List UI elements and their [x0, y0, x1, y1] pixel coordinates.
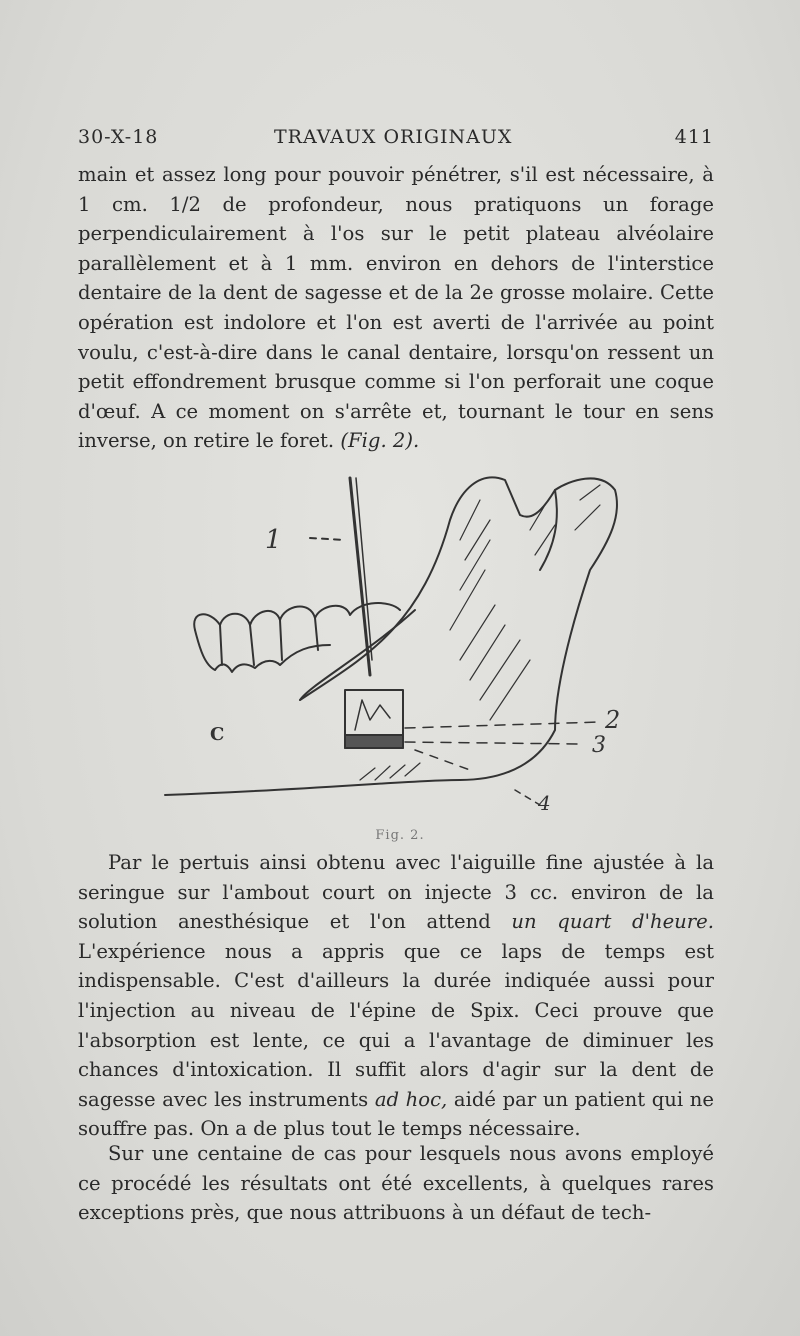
paragraph-3 — [78, 1139, 714, 1228]
paragraph-3-text: Sur une centaine de cas pour lesquels nous avons employé ce procédé les résultats ont été excellents, à quelques rares exceptions près, que nous attribuons à un défaut de tech- — [78, 1142, 714, 1225]
figure-label-c: C — [210, 724, 225, 745]
paragraph-2-italic-2: ad hoc, — [374, 1087, 448, 1111]
paragraph-2-part-3: aidé par un patient qui ne souffre pas. On a de plus tout le temps nécessaire. — [78, 1087, 715, 1141]
figure-reference: (Fig. 2). — [340, 429, 420, 453]
paragraph-2-part-1: Par le pertuis ainsi obtenu avec l'aiguille fine ajustée à la seringue sur l'ambout court on injecte 3 cc. environ de la solution anesthésique et l'on attend — [78, 851, 714, 934]
header-date: 30-X-18 — [78, 126, 159, 148]
header-section: TRAVAUX ORIGINAUX — [274, 126, 513, 148]
jaw-illustration — [160, 460, 680, 830]
paragraph-2-part-2: L'expérience nous a appris que ce laps de temps est indispensable. C'est d'ailleurs la durée indiquée aussi pour l'injection au niveau de l'épine de Spix. Ceci prouve que l'absorption est lente, ce qui a l'avantage de diminuer les chances d'intoxication. Il suffit alors d'agir sur la dent de sagesse avec les instruments — [78, 939, 714, 1111]
figure-label-1: 1 — [265, 525, 282, 555]
paragraph-2 — [78, 848, 714, 1144]
paragraph-1-text: main et assez long pour pouvoir pénétrer, s'il est nécessaire, à 1 cm. 1/2 de profondeur, nous pratiquons un forage perpendiculairement à l'os sur le petit plateau alvéolaire parallèlement et à 1 mm. environ en dehors de l'interstice dentaire de la dent de sagesse et de la 2e grosse molaire. Cette opération est indolore et l'on est averti de l'arrivée au point voulu, c'est-à-dire dans le canal dentaire, lorsqu'on ressent un petit effondrement brusque comme si l'on perforait une coque d'œuf. A ce moment on s'arrête et, tournant le tour en sens inverse, on retire le foret. — [78, 163, 714, 453]
page-number: 411 — [674, 126, 714, 148]
paragraph-2-italic-1: un quart d'heure. — [511, 910, 714, 934]
figure-caption: Fig. 2. — [375, 828, 425, 843]
running-header — [78, 126, 714, 156]
figure-label-3: 3 — [592, 733, 606, 758]
figure-label-2: 2 — [605, 706, 621, 734]
paragraph-1 — [78, 160, 714, 456]
figure-label-4: 4 — [538, 791, 551, 815]
